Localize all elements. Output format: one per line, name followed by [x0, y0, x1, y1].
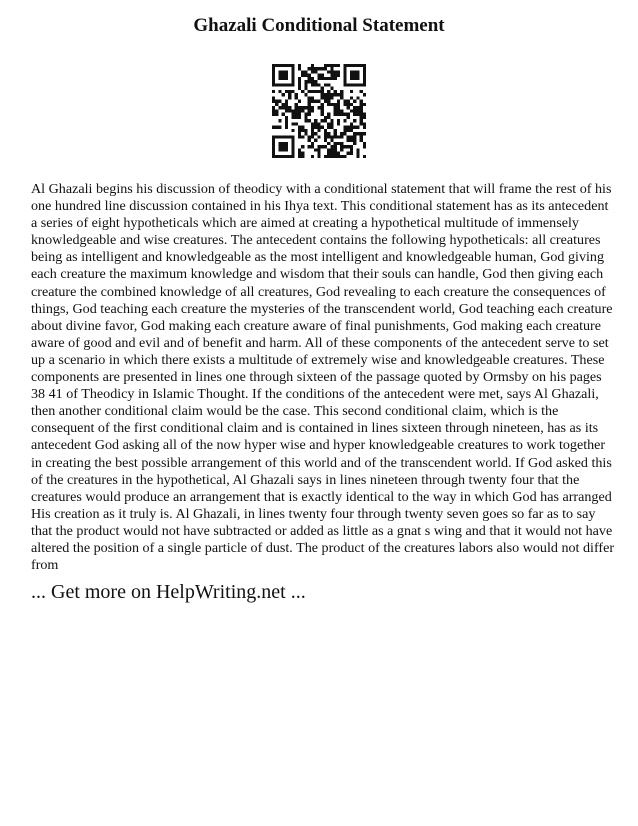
- page-title: Ghazali Conditional Statement: [193, 15, 445, 36]
- body-paragraph: Al Ghazali begins his discussion of theodicy with a conditional statement that will frame the rest of his one hundred line discussion contained in his Ihya text. This conditional statement has as its antecedent a series of eight hypotheticals which are aimed at creating a hypothetical multitude of immensely knowledgeable and wise creatures. The antecedent contains the following hypotheticals: all creatures being as intelligent and knowledgeable as the most intelligent and knowledgeable human, God giving each creature the maximum knowledge and wisdom that their souls can handle, God then giving each creature the combined knowledge of all creatures, God revealing to each creature the consequences of things, God teaching each creature the mysteries of the transcendent world, God teaching each creature about divine favor, God making each creature aware of final punishments, God making each creature aware of good and evil and of benefit and harm. All of these components of the antecedent serve to set up a scenario in which there exists a multitude of extremely wise and knowledgeable creatures. These components are presented in lines one through sixteen of the passage quoted by Ormsby on his pages 38 41 of Theodicy in Islamic Thought. If the conditions of the antecedent were met, says Al Ghazali, then another conditional claim would be the case. This second conditional claim, which is the consequent of the first conditional claim and is contained in lines sixteen through nineteen, has as its antecedent God asking all of the now hyper wise and hyper knowledgeable creatures to work together in creating the best possible arrangement of this world and of the transcendent world. If God asked this of the creatures in the hypothetical, Al Ghazali says in lines nineteen through twenty four that the creatures would produce an arrangement that is exactly identical to the way in which God has arranged His creation as it truly is. Al Ghazali, in lines twenty four through twenty seven goes so far as to say that the product would not have subtracted or added as little as a gnat s wing and that it would not have altered the position of a single particle of dust. The product of the creatures labors also would not differ from: [31, 181, 615, 574]
- get-more-link[interactable]: ... Get more on HelpWriting.net ...: [31, 581, 306, 603]
- qr-code-icon: [272, 64, 366, 158]
